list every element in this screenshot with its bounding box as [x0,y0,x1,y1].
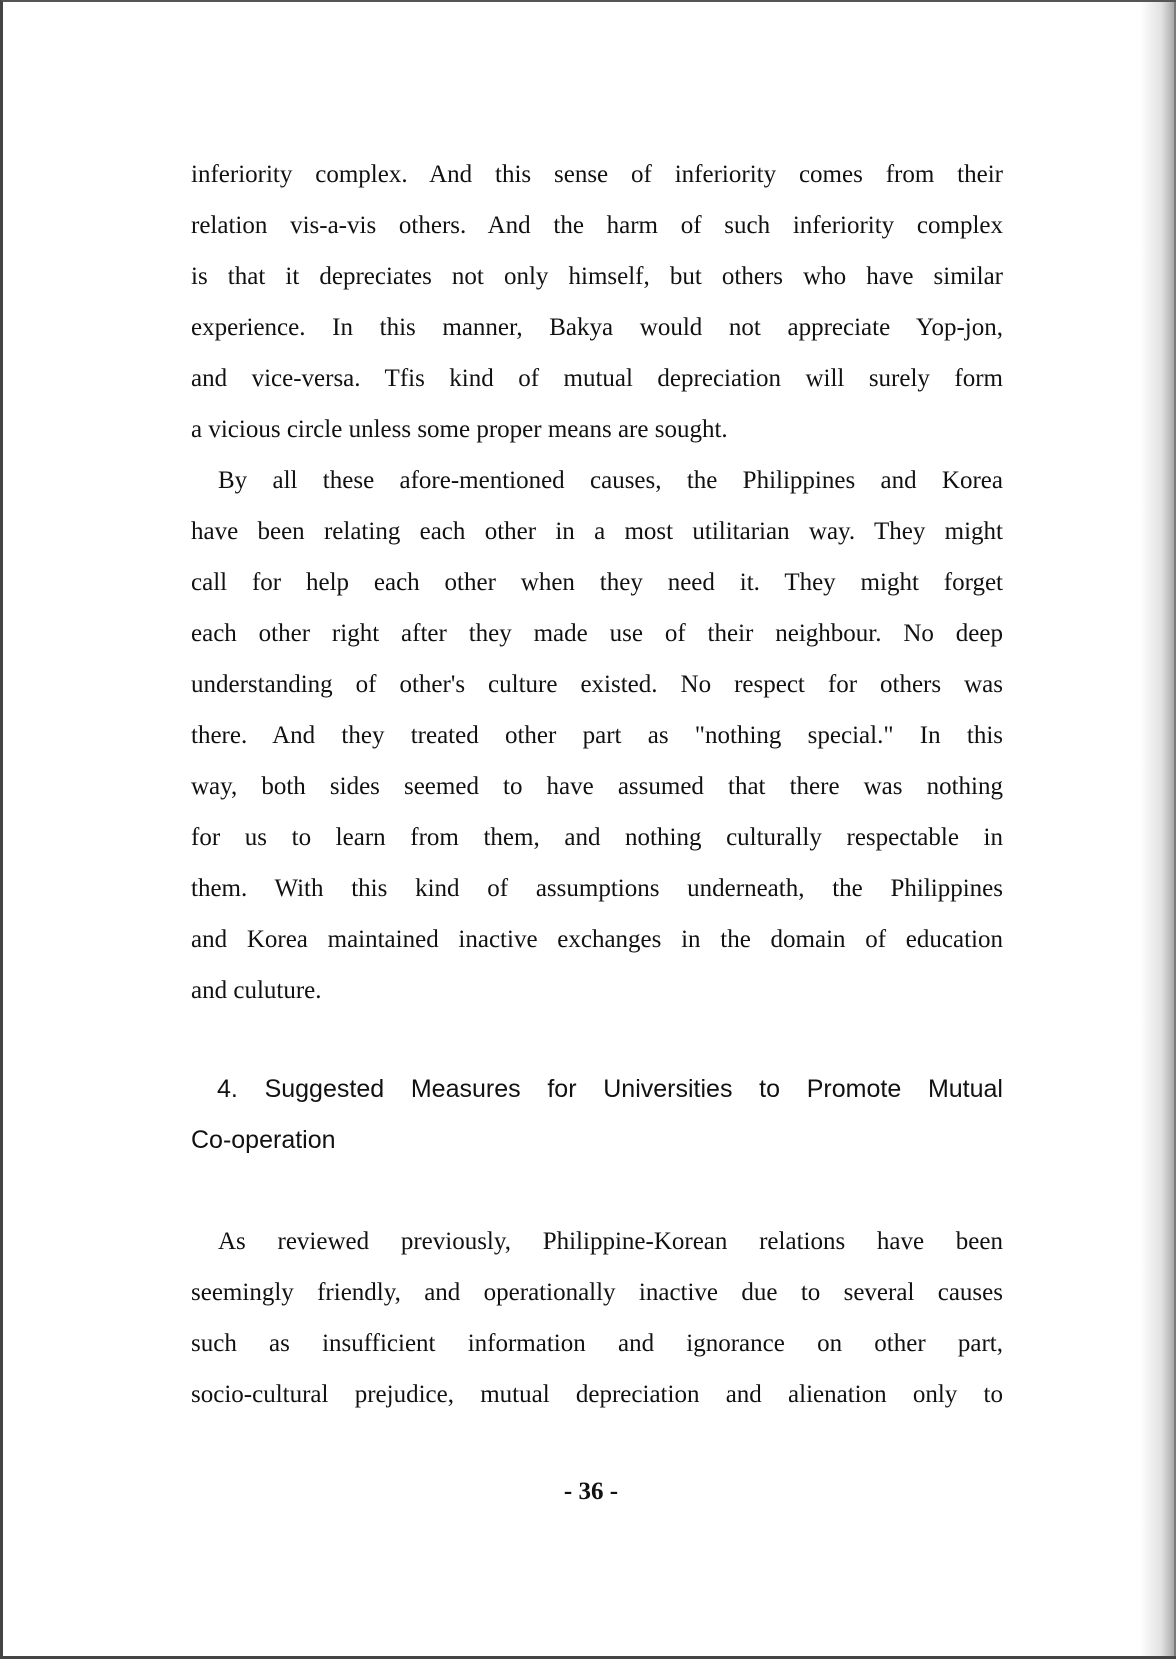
text-line: socio-cultural prejudice, mutual depreciation and alienation only to [191,1381,1003,1408]
heading-line: 4. Suggested Measures for Universities to Promote Mutual [217,1075,1003,1103]
text-line: understanding of other's culture existed. No respect for others was [191,671,1003,698]
paragraph-measures [191,1216,1003,1420]
text-line: a vicious circle unless some proper means are sought. [191,416,728,443]
text-line: such as insufficient information and ignorance on other part, [191,1330,1003,1357]
text-line: As reviewed previously, Philippine-Korean relations have been [218,1228,1003,1255]
text-line: inferiority complex. And this sense of inferiority comes from their [191,161,1003,188]
text-line: is that it depreciates not only himself, but others who have similar [191,263,1003,290]
paragraph-inferiority [191,149,1003,455]
heading-line: Co-operation [191,1126,336,1154]
section-heading [191,1064,1003,1166]
text-line: for us to learn from them, and nothing culturally respectable in [191,824,1003,851]
page-number: - 36 - [563,1478,619,1505]
text-line: call for help each other when they need it. They might forget [191,569,1003,596]
text-line: relation vis-a-vis others. And the harm of such inferiority complex [191,212,1003,239]
text-line: way, both sides seemed to have assumed that there was nothing [191,773,1003,800]
text-line: them. With this kind of assumptions underneath, the Philippines [191,875,1003,902]
paragraph-utilitarian [191,455,1003,1016]
text-line: and Korea maintained inactive exchanges in the domain of education [191,926,1003,953]
text-line: have been relating each other in a most utilitarian way. They might [191,518,1003,545]
text-line: and culuture. [191,977,322,1004]
text-line: experience. In this manner, Bakya would not appreciate Yop-jon, [191,314,1003,341]
text-line: each other right after they made use of their neighbour. No deep [191,620,1003,647]
text-line: and vice-versa. Tfis kind of mutual depreciation will surely form [191,365,1003,392]
text-line: By all these afore-mentioned causes, the Philippines and Korea [218,467,1003,494]
text-line: seemingly friendly, and operationally inactive due to several causes [191,1279,1003,1306]
page-edge-shadow [1140,2,1176,1656]
text-line: there. And they treated other part as "nothing special." In this [191,722,1003,749]
